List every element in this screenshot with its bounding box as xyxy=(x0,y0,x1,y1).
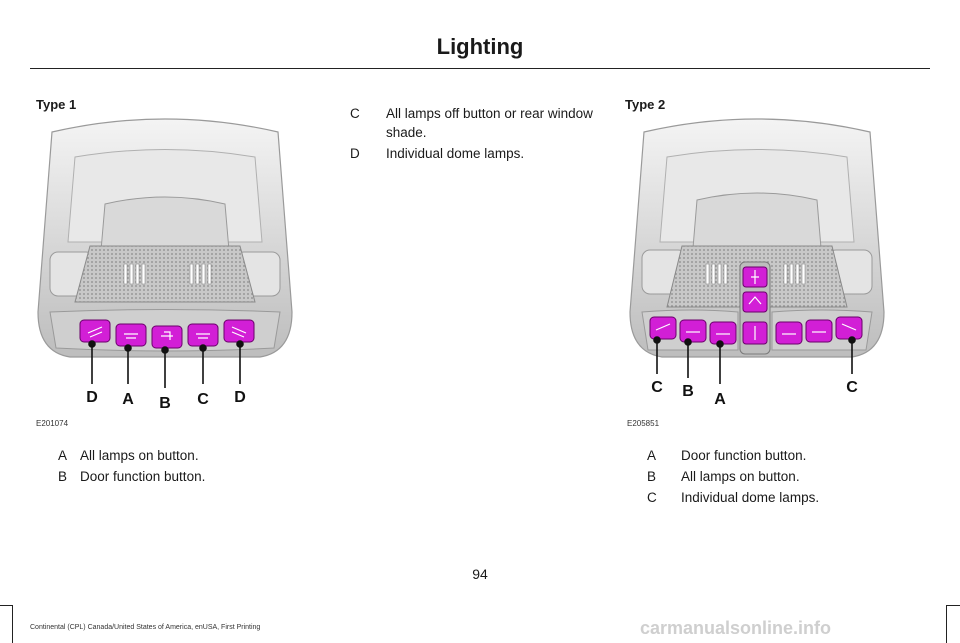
door-function-button[interactable] xyxy=(152,326,182,348)
type1-figure-code: E201074 xyxy=(36,419,69,428)
type2-legend-item xyxy=(647,446,927,465)
speaker-mesh xyxy=(75,246,255,302)
legend-key: A xyxy=(58,448,68,463)
dome-lamp-left-button[interactable] xyxy=(650,317,676,339)
rear-lamp-button[interactable] xyxy=(776,322,802,344)
door-function-button[interactable] xyxy=(710,322,736,344)
middle-legend-item xyxy=(350,144,610,163)
legend-key: B xyxy=(647,469,657,484)
type2-callout: B xyxy=(682,383,694,400)
legend-text: Individual dome lamps. xyxy=(681,490,820,505)
all-lamps-off-button[interactable] xyxy=(188,324,218,346)
type1-callout: D xyxy=(86,389,98,406)
dome-lamp-right-button[interactable] xyxy=(224,320,254,342)
crop-mark xyxy=(946,605,960,606)
page-title: Lighting xyxy=(436,34,524,59)
footer-edition: Continental (CPL) Canada/United States of America, enUSA, First Printing xyxy=(30,624,261,631)
crop-mark xyxy=(946,605,947,643)
legend-text: Door function button. xyxy=(681,448,807,463)
legend-text: Individual dome lamps. xyxy=(386,146,525,161)
type2-callout: C xyxy=(846,379,858,396)
crop-mark xyxy=(0,605,13,606)
type1-legend-item xyxy=(58,467,318,486)
legend-key: D xyxy=(350,146,360,161)
type1-callout: C xyxy=(197,391,209,408)
rear-lamp-button[interactable] xyxy=(806,320,832,342)
legend-text: All lamps on button. xyxy=(681,469,800,484)
shade-button[interactable] xyxy=(743,292,767,312)
crop-mark xyxy=(12,605,13,643)
watermark: carmanualsonline.info xyxy=(640,618,832,638)
legend-text: All lamps off button or rear window shade. xyxy=(386,106,593,140)
legend-key: A xyxy=(647,448,657,463)
header-divider xyxy=(30,68,930,69)
type1-callout: B xyxy=(159,395,171,412)
legend-key: B xyxy=(58,469,68,484)
legend-key: C xyxy=(647,490,657,505)
legend-text: Door function button. xyxy=(80,469,206,484)
type1-legend-item xyxy=(58,446,318,465)
type2-label: Type 2 xyxy=(625,97,666,112)
middle-legend-item xyxy=(350,104,610,142)
dome-lamp-left-button[interactable] xyxy=(80,320,110,342)
all-lamps-on-button[interactable] xyxy=(680,320,706,342)
type2-callout: C xyxy=(651,379,663,396)
legend-key: C xyxy=(350,106,360,121)
legend-text: All lamps on button. xyxy=(80,448,199,463)
type2-legend-item xyxy=(647,467,927,486)
type2-overhead-console-figure xyxy=(622,112,892,427)
type2-figure-code: E205851 xyxy=(627,419,660,428)
type2-callout: A xyxy=(714,391,726,408)
all-lamps-on-button[interactable] xyxy=(116,324,146,346)
type1-label: Type 1 xyxy=(36,97,77,112)
page-number: 94 xyxy=(472,566,488,582)
type1-callout: D xyxy=(234,389,246,406)
type1-overhead-console-figure xyxy=(30,112,300,427)
type2-legend-item xyxy=(647,488,927,507)
type1-callout: A xyxy=(122,391,134,408)
dome-lamp-right-button[interactable] xyxy=(836,317,862,339)
